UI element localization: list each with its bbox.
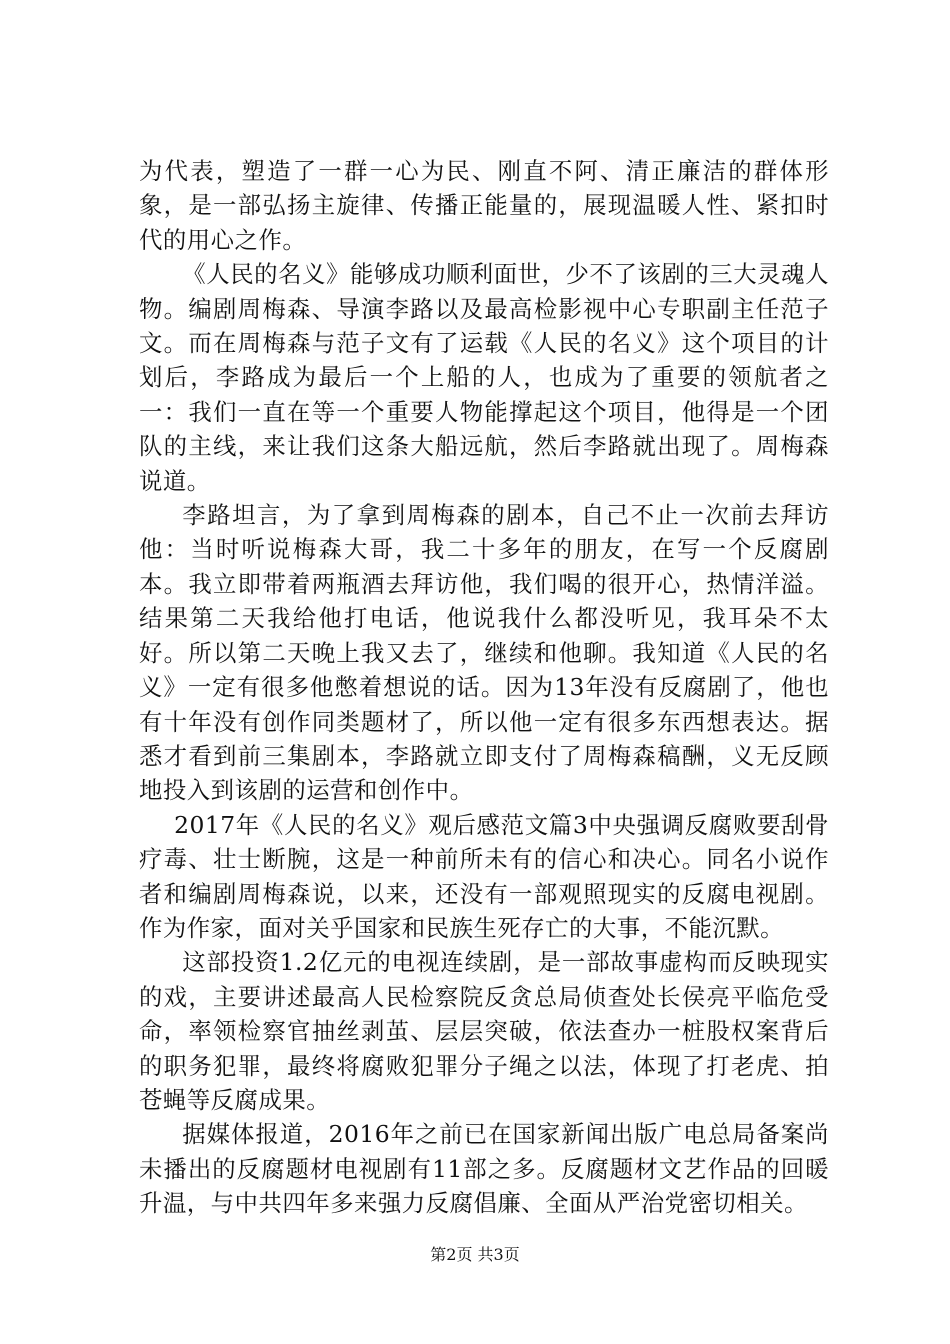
paragraph-2: 《人民的名义》能够成功顺利面世，少不了该剧的三大灵魂人物。编剧周梅森、导演李路以及最高检影视中心专职副主任范子文。而在周梅森与范子文有了运载《人民的名义》这个项目的计划后，李路成为最后一个上船的人，也成为了重要的领航者之一：我们一直在等一个重要人物能撑起这个项目，他得是一个团队的主线，来让我们这条大船远航，然后李路就出现了。周梅森说道。	[139, 260, 829, 495]
paragraph-5: 这部投资1.2亿元的电视连续剧，是一部故事虚构而反映现实的戏，主要讲述最高人民检察院反贪总局侦查处长侯亮平临危受命，率领检察官抽丝剥茧、层层突破，依法查办一桩股权案背后的职务犯罪，最终将腐败犯罪分子绳之以法，体现了打老虎、拍苍蝇等反腐成果。	[139, 948, 829, 1114]
document-body	[139, 154, 829, 1221]
paragraph-6: 据媒体报道，2016年之前已在国家新闻出版广电总局备案尚未播出的反腐题材电视剧有11部之多。反腐题材文艺作品的回暖升温，与中共四年多来强力反腐倡廉、全面从严治党密切相关。	[139, 1120, 829, 1218]
paragraph-1: 为代表，塑造了一群一心为民、刚直不阿、清正廉洁的群体形象，是一部弘扬主旋律、传播正能量的，展现温暖人性、紧扣时代的用心之作。	[139, 157, 829, 254]
paragraph-3: 李路坦言，为了拿到周梅森的剧本，自己不止一次前去拜访他：当时听说梅森大哥，我二十多年的朋友，在写一个反腐剧本。我立即带着两瓶酒去拜访他，我们喝的很开心，热情洋溢。结果第二天我给他打电话，他说我什么都没听见，我耳朵不太好。所以第二天晚上我又去了，继续和他聊。我知道《人民的名义》一定有很多他憋着想说的话。因为13年没有反腐剧了，他也有十年没有创作同类题材了，所以他一定有很多东西想表达。据悉才看到前三集剧本，李路就立即支付了周梅森稿酬，义无反顾地投入到该剧的运营和创作中。	[139, 501, 829, 805]
paragraph-4: 2017年《人民的名义》观后感范文篇3中央强调反腐败要刮骨疗毒、壮士断腕，这是一种前所未有的信心和决心。同名小说作者和编剧周梅森说，以来，还没有一部观照现实的反腐电视剧。作为作家，面对关乎国家和民族生死存亡的大事，不能沉默。	[139, 810, 829, 942]
page-footer: 第2页 共3页	[430, 1245, 520, 1264]
